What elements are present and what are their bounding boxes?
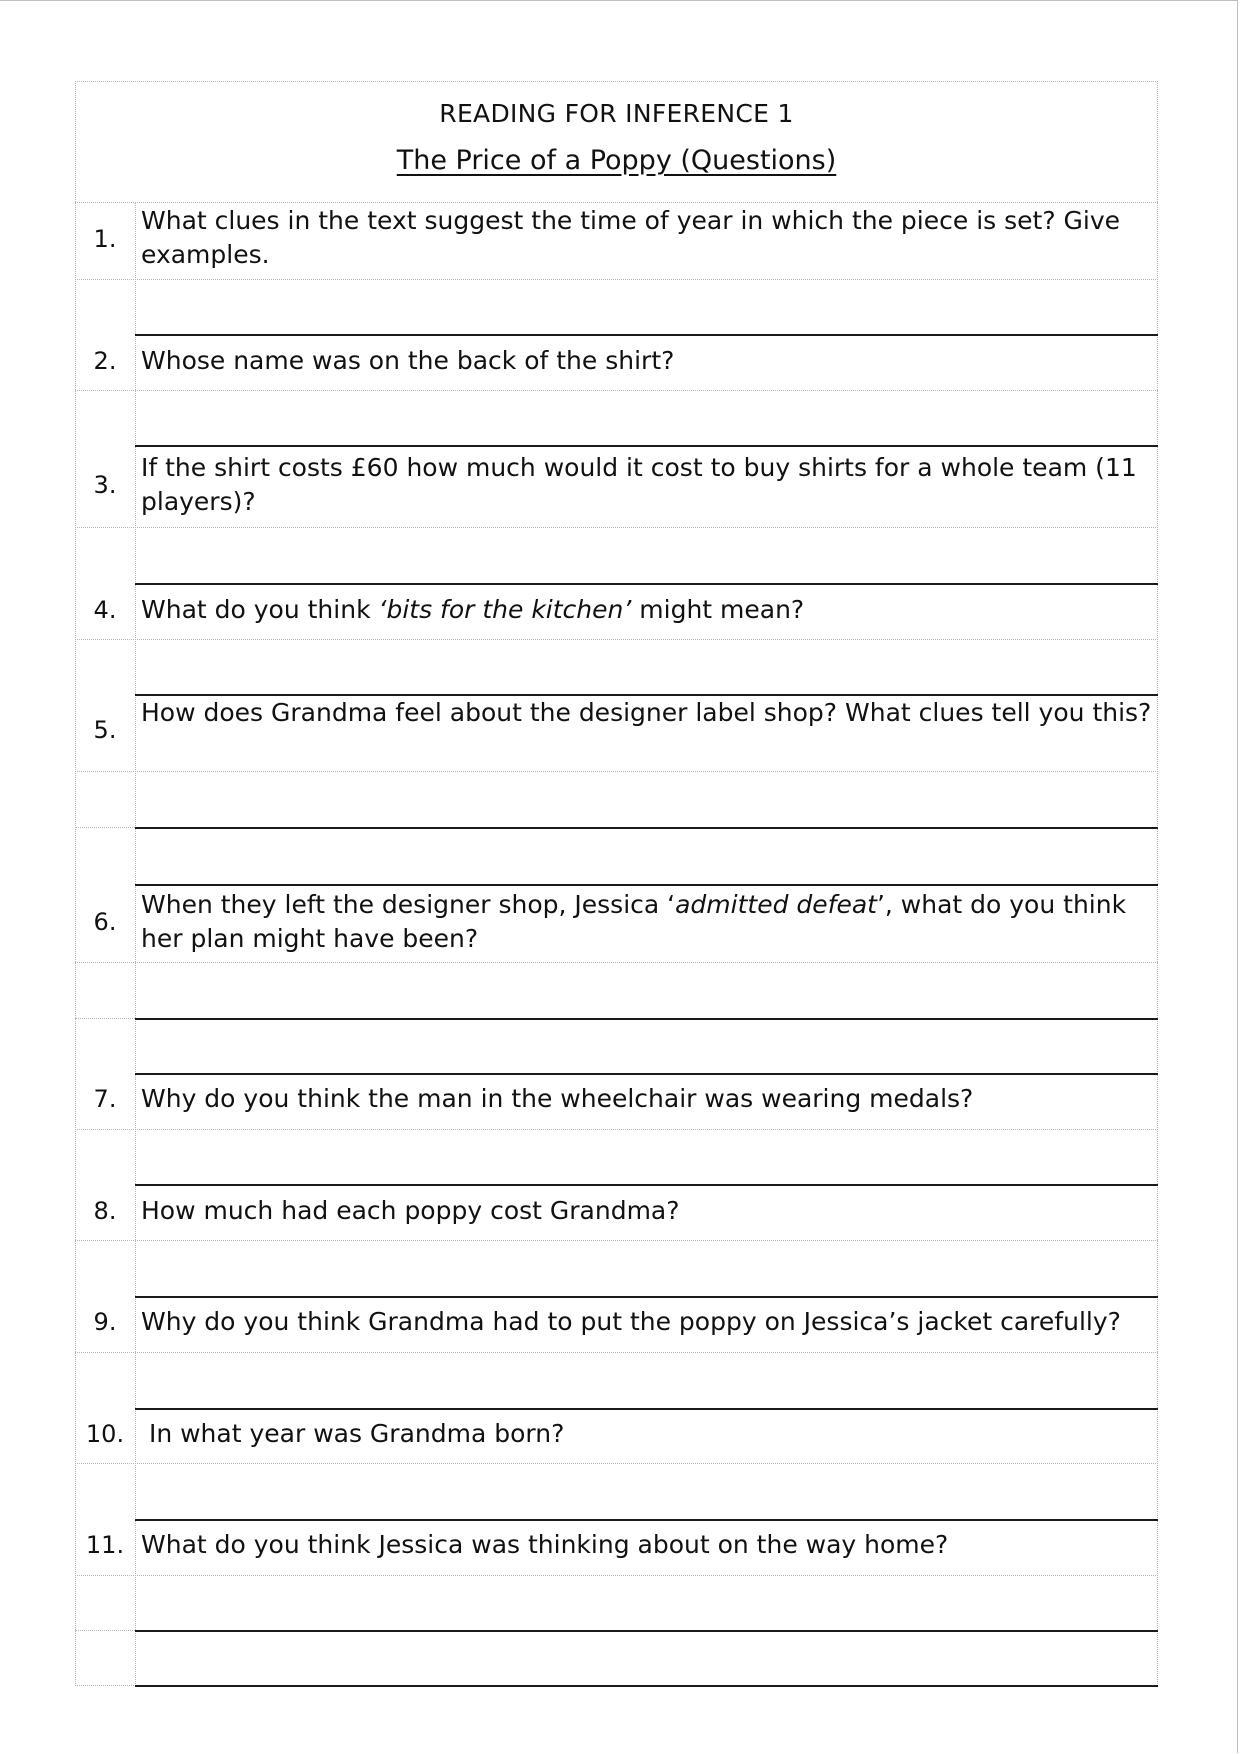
answer-line bbox=[135, 1408, 1158, 1410]
question-text bbox=[141, 593, 1153, 627]
question-text: Whose name was on the back of the shirt? bbox=[141, 346, 675, 375]
question-text: What do you think Jessica was thinking about on the way home? bbox=[141, 1530, 949, 1559]
question-number: 8. bbox=[93, 1197, 117, 1225]
question-text: In what year was Grandma born? bbox=[141, 1419, 565, 1448]
question-number: 10. bbox=[85, 1420, 125, 1448]
answer-line bbox=[135, 1519, 1158, 1521]
question-text: How does Grandma feel about the designer label shop? What clues tell you this? bbox=[141, 698, 1152, 727]
row-divider bbox=[75, 279, 1158, 280]
answer-line bbox=[135, 1184, 1158, 1186]
question-number: 1. bbox=[93, 225, 117, 253]
worksheet-header bbox=[75, 81, 1158, 203]
row-divider bbox=[75, 1129, 1158, 1130]
question-number: 5. bbox=[93, 716, 117, 744]
question-text: What clues in the text suggest the time of year in which the piece is set? Give examples. bbox=[141, 206, 1121, 269]
answer-line bbox=[135, 827, 1158, 829]
row-divider bbox=[75, 827, 135, 828]
answer-line bbox=[135, 583, 1158, 585]
question-number: 9. bbox=[93, 1308, 117, 1336]
question-text-part: ’, what do you think her plan might have been? bbox=[141, 890, 1127, 953]
worksheet-heading: READING FOR INFERENCE 1 bbox=[439, 99, 794, 128]
row-divider bbox=[75, 771, 1158, 772]
worksheet-subtitle: The Price of a Poppy (Questions) bbox=[396, 145, 837, 176]
row-divider bbox=[75, 1575, 1158, 1576]
row-divider bbox=[75, 527, 1158, 528]
question-text-part: When they left the designer shop, Jessica ‘ bbox=[141, 890, 676, 919]
question-number: 4. bbox=[93, 596, 117, 624]
row-divider bbox=[75, 390, 1158, 391]
question-text: Why do you think Grandma had to put the poppy on Jessica’s jacket carefully? bbox=[141, 1307, 1121, 1336]
row-divider bbox=[75, 1630, 135, 1631]
question-text bbox=[141, 888, 1153, 956]
row-divider bbox=[75, 1352, 1158, 1353]
question-number: 7. bbox=[93, 1085, 117, 1113]
question-number: 6. bbox=[93, 908, 117, 936]
question-quote: ‘bits for the kitchen’ bbox=[378, 595, 632, 624]
row-divider bbox=[75, 962, 1158, 963]
question-text-part: What do you think bbox=[141, 595, 379, 624]
question-text: How much had each poppy cost Grandma? bbox=[141, 1196, 680, 1225]
question-text: If the shirt costs £60 how much would it cost to buy shirts for a whole team (11 players)? bbox=[141, 453, 1137, 516]
question-number: 3. bbox=[93, 471, 117, 499]
answer-line bbox=[135, 1296, 1158, 1298]
row-divider bbox=[75, 1018, 135, 1019]
answer-line bbox=[135, 884, 1158, 886]
question-number: 11. bbox=[85, 1531, 125, 1559]
answer-line bbox=[135, 1073, 1158, 1075]
question-quote: admitted defeat bbox=[675, 890, 877, 919]
answer-line bbox=[135, 334, 1158, 336]
answer-line bbox=[135, 1018, 1158, 1020]
question-text: Why do you think the man in the wheelchair was wearing medals? bbox=[141, 1084, 974, 1113]
answer-line bbox=[135, 1630, 1158, 1632]
row-divider bbox=[75, 1463, 1158, 1464]
answer-line bbox=[135, 1685, 1158, 1687]
row-divider bbox=[75, 1240, 1158, 1241]
question-number: 2. bbox=[93, 347, 117, 375]
row-divider bbox=[75, 639, 1158, 640]
question-text-part: might mean? bbox=[631, 595, 805, 624]
answer-line bbox=[135, 445, 1158, 447]
